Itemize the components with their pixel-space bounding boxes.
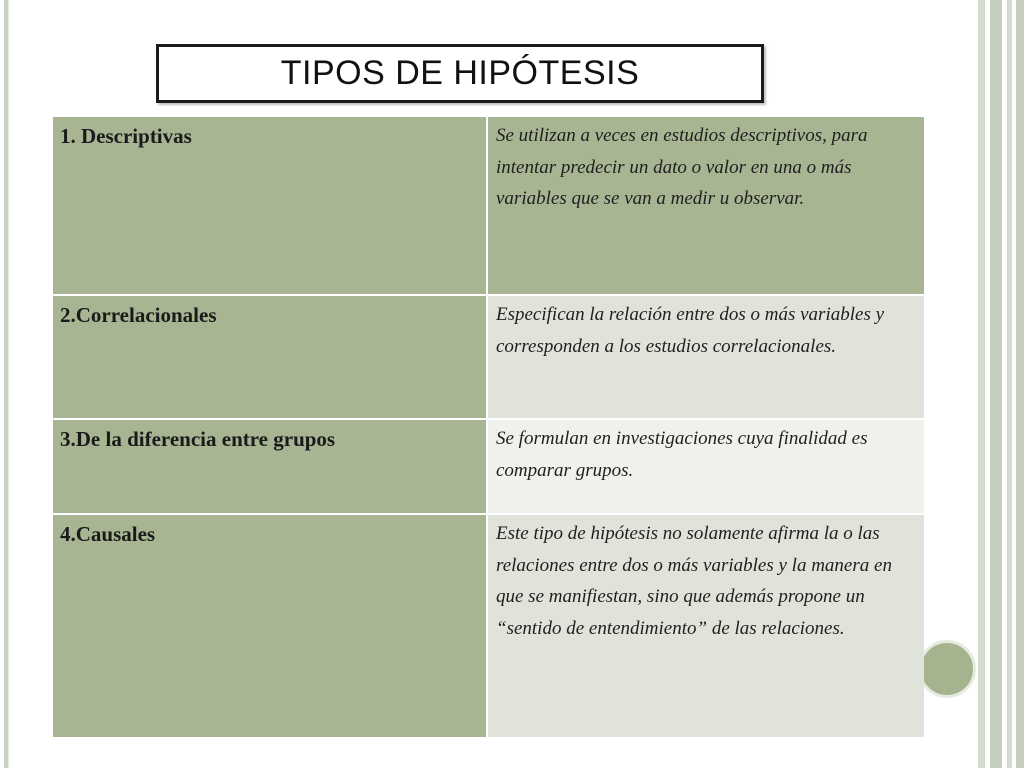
right-stripe [978, 0, 985, 768]
left-frame-line [4, 0, 9, 768]
slide-title: TIPOS DE HIPÓTESIS [280, 54, 640, 92]
decorative-circle [918, 640, 976, 698]
table-cell-description [488, 420, 924, 515]
table-cell-type [53, 420, 488, 515]
right-stripe [1007, 0, 1012, 768]
hypothesis-description: Se formulan en investigaciones cuya finalidad es comparar grupos. [496, 428, 868, 481]
table-cell-type [53, 296, 488, 420]
table-cell-type [53, 515, 488, 737]
hypothesis-type-label: 2.Correlacionales [60, 303, 217, 327]
title-box [156, 44, 764, 103]
hypothesis-table [53, 117, 924, 737]
table-cell-description [488, 296, 924, 420]
table-cell-description [488, 515, 924, 737]
hypothesis-type-label: 3.De la diferencia entre grupos [60, 427, 336, 451]
hypothesis-description: Este tipo de hipótesis no solamente afirma la o las relaciones entre dos o más variables y la manera en que se manifiestan, sino que además propone un “sentido de entendimiento” de las relaciones. [496, 523, 892, 639]
right-stripe [1016, 0, 1024, 768]
hypothesis-type-label: 4.Causales [60, 522, 156, 546]
table-cell-type [53, 117, 488, 296]
table-cell-description [488, 117, 924, 296]
hypothesis-description: Se utilizan a veces en estudios descriptivos, para intentar predecir un dato o valor en una o más variables que se van a medir u observar. [496, 125, 868, 209]
hypothesis-description: Especifican la relación entre dos o más variables y corresponden a los estudios correlacionales. [496, 304, 885, 357]
right-stripe [990, 0, 1002, 768]
hypothesis-type-label: 1. Descriptivas [60, 124, 192, 148]
